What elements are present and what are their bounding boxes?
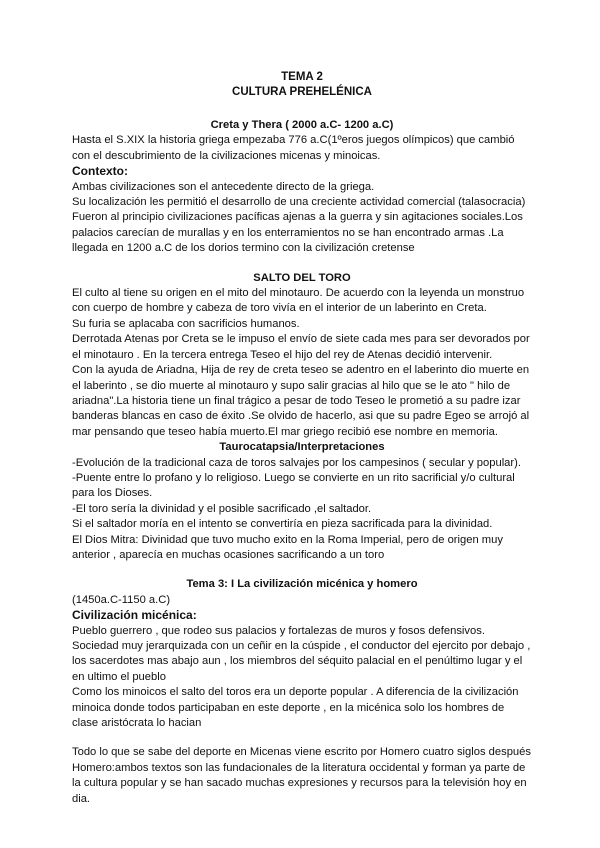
section-salto-toro-title: SALTO DEL TORO [253,271,351,284]
document-title: CULTURA PREHELÉNICA [232,86,372,98]
paragraph: El culto al tiene su origen en el mito del minotauro. De acuerdo con la leyenda un monstruo con cuerpo de hombre y cabeza de toro vivía en el interior de un laberinto en Creta. [72,287,525,315]
date-range: (1450a.C-1150 a.C) [72,593,171,606]
taurocatapsia-heading: Taurocatapsia/Interpretaciones [219,441,385,454]
paragraph: Fueron al principio civilizaciones pacíficas ajenas a la guerra y sin agitaciones sociales.Los palacios carecían de murallas y en los enterramientos no se han encontrado armas .La llegada en 1200 a.C de los dorios termino con la civilización cretense [72,211,523,255]
paragraph: Derrotada Atenas por Creta se le impuso el envío de siete cada mes para ser devorados por el minotauro . En la tercera entrega Teseo el hijo del rey de Atenas decidió intervenir. [72,333,530,361]
paragraph: Ambas civilizaciones son el antecedente directo de la griega. [72,180,375,193]
section-micenica-title: Tema 3: I La civilización micénica y homero [186,578,418,591]
interpretation-item: -El toro sería la divinidad y el posible sacrificado ,el saltador. [72,502,372,515]
paragraph: Todo lo que se sabe del deporte en Micenas viene escrito por Homero cuatro siglos después Homero:ambos textos son las fundacionales de la literatura occidental y forman ya parte de la cultura popular y se han sacado muchas expresiones y recursos para la televisión hoy en dia. [72,746,531,805]
interpretation-item: -Puente entre lo profano y lo religioso. Luego se convierte en un rito sacrificial y/o cultural para los Dioses. [72,471,515,500]
section-creta-thera-title: Creta y Thera ( 2000 a.C- 1200 a.C) [210,119,394,131]
paragraph: Su localización les permitió el desarrollo de una creciente actividad comercial (talasocracia) [72,196,526,209]
micenica-heading: Civilización micénica: [72,608,197,623]
paragraph: Como los minoicos el salto del toros era un deporte popular . A diferencia de la civilización minoica donde todos participaban en este deporte , en la micénica solo los hombres de clase aristócrata lo hacian [72,686,519,730]
context-heading: Contexto: [72,164,128,179]
paragraph: Hasta el S.XIX la historia griega empezaba 776 a.C(1ºeros juegos olímpicos) que cambió con el descubrimiento de la civilizaciones micenas y minoicas. [72,134,515,162]
paragraph: Pueblo guerrero , que rodeo sus palacios y fortalezas de muros y fosos defensivos. [72,624,485,637]
topic-number: TEMA 2 [281,71,323,83]
paragraph: Su furia se aplacaba con sacrificios humanos. [72,317,300,330]
interpretation-item: Si el saltador moría en el intento se convertiría en pieza sacrificada para la divinidad. [72,518,493,531]
paragraph: Sociedad muy jerarquizada con un ceñir en la cúspide , el conductor del ejercito por debajo , los sacerdotes mas abajo aun , los miembros del séquito palacial en el penúltimo lugar y el en ultimo el pueblo [72,640,531,683]
interpretation-item: -Evolución de la tradicional caza de toros salvajes por los campesinos ( secular y popular). [72,456,521,469]
document-body [72,70,532,807]
interpretation-item: El Dios Mitra: Divinidad que tuvo mucho exito en la Roma Imperial, pero de origen muy anterior , aparecía en muchas ocasiones sacrificando a un toro [72,533,503,561]
paragraph: Con la ayuda de Ariadna, Hija de rey de creta teseo se adentro en el laberinto dio muerte en el laberinto , se dio muerte al minotauro y supo salir gracias al hilo que se le ato " hilo de ariadna".La historia tiene un final trágico a pesar de todo Teseo le prometió a su padre izar banderas blancas en caso de éxito .Se olvido de hacerlo, asi que su padre Egeo se arrojó al mar pensando que teseo había muerto.El mar griego recibió ese nombre en memoria. [72,364,530,438]
